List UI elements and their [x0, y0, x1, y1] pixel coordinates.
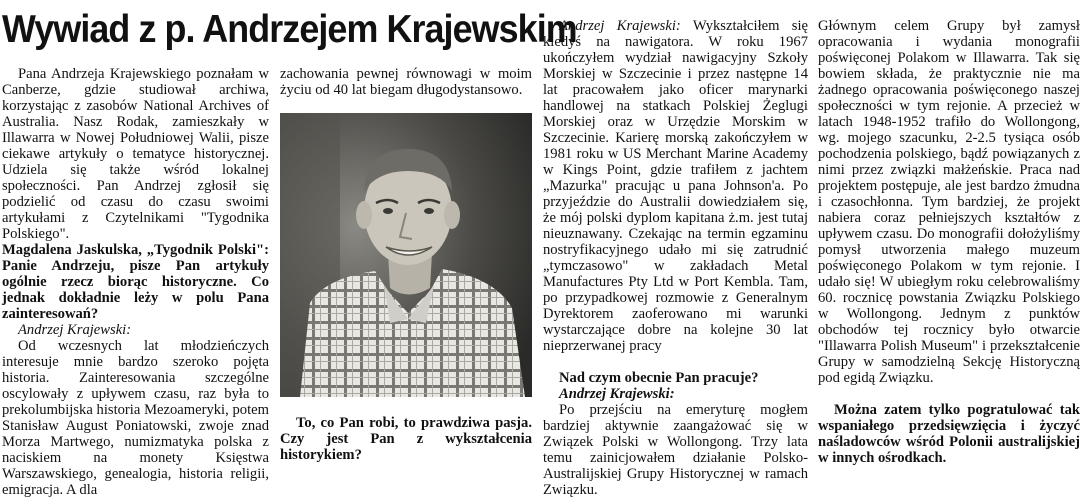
column-2-bottom	[280, 415, 532, 470]
column-4	[818, 18, 1080, 470]
interview-question-2: To, co Pan robi, to prawdziwa pasja. Czy jest Pan z wykształcenia historykiem?	[280, 415, 532, 463]
portrait-image	[280, 113, 532, 397]
answer-continuation: zachowania pewnej równowagi w moim życiu od 40 lat biegam długodystansowo.	[280, 66, 532, 98]
answer-paragraph-2	[543, 18, 808, 354]
answer-text-2: Wykształciłem się kiedyś na nawigatora. W roku 1967 ukończyłem wydział nawigacyjny Szkoły Morskiej w Szczecinie i przez następne 14 lat pracowałem jako oficer marynarki handlowej na statkach Polskiej Żeglugi Morskiej oraz w Urzędzie Morskim w Szczecinie. Karierę morską zakończyłem w 1981 roku w US Merchant Marine Academy w Kings Point, gdzie trafiłem z jachtem „Mazurka" pracując u pana Johnson'a. Po przyjeździe do Australii dowiedziałem się, że mój polski dyplom kapitana ż.m. jest tutaj nieuznawany. Czekając na termin egzaminu nostryfikacyjnego udało mi się zatrudnić „tymczasowo" w zakładach Metal Manufactures Pty Ltd w Port Kembla. Tam, po przypadkowej rozmowie z Generalnym Dyrektorem zaoferowano mi warunki wystarczające dobre na kolejne 30 lat nieprzerwanej pracy	[543, 18, 808, 354]
speaker-label: Andrzej Krajewski:	[18, 322, 132, 338]
answer-paragraph-3: Po przejściu na emeryturę mogłem bardziej aktywnie zaangażować się w Związek Polski w Wollongong. Trzy lata temu zainicjowałem działanie Polsko-Australijskiej Grupy Historycznej w ramach Związku.	[543, 402, 808, 498]
answer-continuation-3: Głównym celem Grupy był zamysł opracowania i wydania monografii poświęconej Polakom w Illawarra. Tak się bowiem składa, że praktycznie nie ma żadnego opracowania poświęconego naszej społeczności w tym rejonie. A przecież w latach 1948-1952 trafiło do Wollongong, wg. mojego szacunku, 2-2.5 tysiąca osób pochodzenia polskiego, bądź powiązanych z nimi przez związki małżeńskie. Praca nad projektem postępuje, ale jest bardzo żmudna i czasochłonna. Tym bardziej, że projekt nabiera coraz pełniejszych kształtów z upływem czasu. Do monografii dołożyliśmy pomysł utworzenia małego muzeum poświęconego Polakom w tym rejonie. I udało się! W ubiegłym roku celebrowaliśmy 60. rocznicę powstania Związku Polskiego w Wollongong. Jednym z punktów obchodów tej rocznicy było otwarcie "Illawarra Polish Museum" i przekształcenie Grupy w samodzielną Sekcję Historyczną pod egidą Związku.	[818, 18, 1080, 386]
portrait-photo	[280, 113, 532, 397]
interview-question-3: Nad czym obecnie Pan pracuje?	[559, 370, 759, 386]
answer-paragraph: Od wczesnych lat młodzieńczych interesuje mnie bardzo szeroko pojęta historia. Zainteresowania szczególne oscylowały z upływem czasu, raz była to prekolumbijska historia Mezoameryki, potem Stanisław August Poniatowski, zwoje znad Morza Martwego, numizmatyka polska z naciskiem na monety Księstwa Warszawskiego, genealogia, historia religii, emigracja. A dla	[2, 338, 269, 498]
column-3	[543, 18, 808, 498]
closing-paragraph: Można zatem tylko pogratulować tak wspaniałego przedsięwzięcia i życzyć naśladowców wśród Polonii australijskiej w innych ośrodkach.	[818, 402, 1080, 466]
article-title: Wywiad z p. Andrzejem Krajewskim	[2, 8, 577, 51]
intro-paragraph: Pana Andrzeja Krajewskiego poznałam w Canberze, gdzie studiował archiwa, korzystając z zasobów National Archives of Australia. Nasz Rodak, zamieszkały w Illawarra w Nowej Południowej Walii, pisze ciekawe artykuły o tematyce historycznej. Udziela się także wśród lokalnej społeczności. Pan Andrzej zgłosił się podzielić od czasu do czasu swoimi artykułami z Czytelnikami "Tygodnika Polskiego".	[2, 66, 269, 242]
speaker-label-3: Andrzej Krajewski:	[559, 386, 675, 402]
speaker-label-2: Andrzej Krajewski:	[559, 18, 681, 34]
interview-question: Magdalena Jaskulska, „Tygodnik Polski": Panie Andrzeju, pisze Pan artykuły ogólnie rzecz biorąc historyczne. Co jednak dokładnie leży w polu Pana zainteresowań?	[2, 242, 269, 322]
column-1	[2, 66, 269, 498]
column-2-top	[280, 66, 532, 106]
